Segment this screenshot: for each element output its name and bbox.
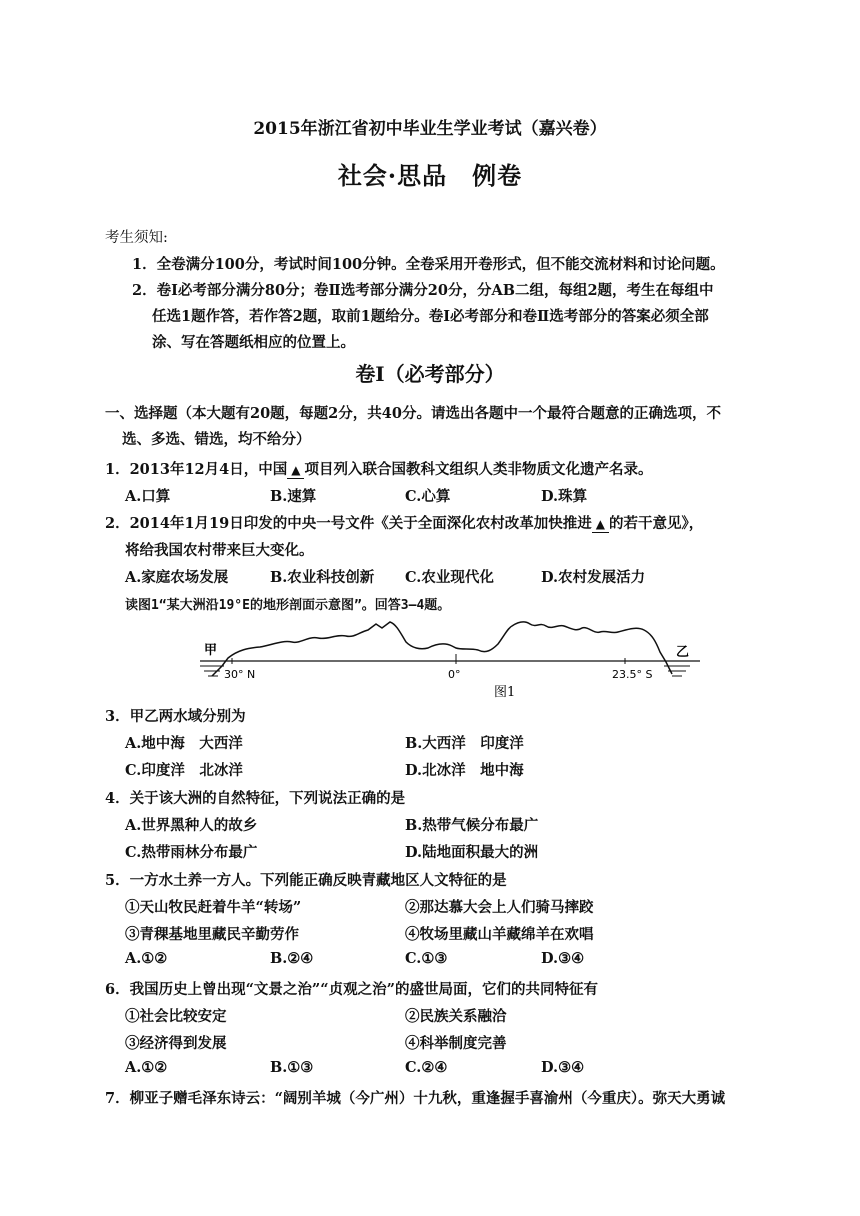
question-2-option-d: D.农村发展活力 <box>541 569 646 586</box>
question-1-stem-end: 项目列入联合国教科文组织人类非物质文化遗产名录。 <box>304 461 653 478</box>
question-2-option-b: B.农业科技创新 <box>270 569 375 586</box>
question-2-stem <box>105 512 703 533</box>
question-1-stem <box>105 458 652 479</box>
question-3-option-c: C.印度洋 北冰洋 <box>125 762 243 779</box>
question-2-stem-end: 的若干意见》， <box>608 515 704 532</box>
label-30n: 30° N <box>224 668 256 681</box>
question-6-option-b: B.①③ <box>270 1059 314 1076</box>
question-3-option-b: B.大西洋 印度洋 <box>405 735 524 752</box>
figure-intro: 读图1“某大洲沿19°E的地形剖面示意图”。回答3—4题。 <box>125 598 451 613</box>
question-5-option-d: D.③④ <box>541 950 585 967</box>
question-5-statement-1: ①天山牧民赶着牛羊“转场” <box>125 899 302 916</box>
section-title: 卷Ⅰ（必考部分） <box>355 362 505 386</box>
question-1-option-a: A.口算 <box>125 488 171 505</box>
question-1-option-b: B.速算 <box>270 488 317 505</box>
question-6-statement-4: ④科举制度完善 <box>405 1035 507 1052</box>
question-3-option-a: A.地中海 大西洋 <box>125 735 243 752</box>
question-4-stem: 4．关于该大洲的自然特征，下列说法正确的是 <box>105 790 406 807</box>
question-1-stem-start: 1．2013年12月4日，中国 <box>105 461 288 478</box>
label-23-5s: 23.5° S <box>612 668 653 681</box>
question-5-stem: 5．一方水土养一方人。下列能正确反映青藏地区人文特征的是 <box>105 872 507 889</box>
answer-blank <box>287 461 304 479</box>
question-7-stem: 7．柳亚子赠毛泽东诗云：“阔别羊城（今广州）十九秋，重逢握手喜渝州（今重庆）。弥天大勇诚 <box>105 1090 726 1107</box>
triangle-marker: ▲ <box>595 517 605 531</box>
subject-title: 社会·思品 例卷 <box>337 161 523 190</box>
question-2-option-c: C.农业现代化 <box>405 569 494 586</box>
notice-item-2-line-1: 2．卷Ⅰ必考部分满分80分；卷Ⅱ选考部分满分20分，分AB二组，每组2题，考生在每组中 <box>132 282 714 299</box>
terrain-profile-line <box>212 622 672 676</box>
question-5-option-c: C.①③ <box>405 950 448 967</box>
triangle-marker: ▲ <box>291 463 301 477</box>
question-1-option-d: D.珠算 <box>541 488 588 505</box>
figure-caption: 图1 <box>494 685 516 700</box>
terrain-profile-figure <box>190 614 710 704</box>
answer-blank <box>592 515 609 533</box>
question-4-option-c: C.热带雨林分布最广 <box>125 844 258 861</box>
notice-heading: 考生须知: <box>105 230 168 246</box>
label-equator: 0° <box>448 668 461 681</box>
exam-title: 2015年浙江省初中毕业生学业考试（嘉兴卷） <box>253 119 607 139</box>
section-intro-line-2: 选、多选、错选，均不给分） <box>122 431 311 448</box>
question-5-statement-4: ④牧场里藏山羊藏绵羊在欢唱 <box>405 926 594 943</box>
question-6-statement-3: ③经济得到发展 <box>125 1035 227 1052</box>
question-5-statement-2: ②那达慕大会上人们骑马摔跤 <box>405 899 594 916</box>
notice-item-1: 1．全卷满分100分，考试时间100分钟。全卷采用开卷形式，但不能交流材料和讨论问题。 <box>132 256 725 273</box>
question-6-statement-2: ②民族关系融洽 <box>405 1008 507 1025</box>
question-1-option-c: C.心算 <box>405 488 451 505</box>
question-5-option-b: B.②④ <box>270 950 314 967</box>
question-4-option-d: D.陆地面积最大的洲 <box>405 844 539 861</box>
question-5-option-a: A.①② <box>125 950 168 967</box>
question-4-option-a: A.世界黑种人的故乡 <box>125 817 258 834</box>
label-jia: 甲 <box>204 643 218 658</box>
question-2-stem-start: 2．2014年1月19日印发的中央一号文件《关于全面深化农村改革加快推进 <box>105 515 592 532</box>
question-6-stem: 6．我国历史上曾出现“文景之治”“贞观之治”的盛世局面，它们的共同特征有 <box>105 981 598 998</box>
section-intro-line-1: 一、选择题（本大题有20题，每题2分，共40分。请选出各题中一个最符合题意的正确选项，不 <box>105 405 721 422</box>
question-6-statement-1: ①社会比较安定 <box>125 1008 227 1025</box>
question-5-statement-3: ③青稞基地里藏民辛勤劳作 <box>125 926 299 943</box>
question-3-option-d: D.北冰洋 地中海 <box>405 762 524 779</box>
label-yi: 乙 <box>676 645 690 660</box>
question-6-option-a: A.①② <box>125 1059 168 1076</box>
question-4-option-b: B.热带气候分布最广 <box>405 817 539 834</box>
question-2-option-a: A.家庭农场发展 <box>125 569 229 586</box>
right-water-hatching <box>664 666 690 676</box>
notice-item-2-line-3: 涂、写在答题纸相应的位置上。 <box>152 334 355 351</box>
question-2-stem-line-2: 将给我国农村带来巨大变化。 <box>125 542 314 559</box>
question-3-stem: 3．甲乙两水域分别为 <box>105 708 246 725</box>
question-6-option-d: D.③④ <box>541 1059 585 1076</box>
question-6-option-c: C.②④ <box>405 1059 448 1076</box>
notice-item-2-line-2: 任选1题作答，若作答2题，取前1题给分。卷Ⅰ必考部分和卷Ⅱ选考部分的答案必须全部 <box>152 308 709 325</box>
